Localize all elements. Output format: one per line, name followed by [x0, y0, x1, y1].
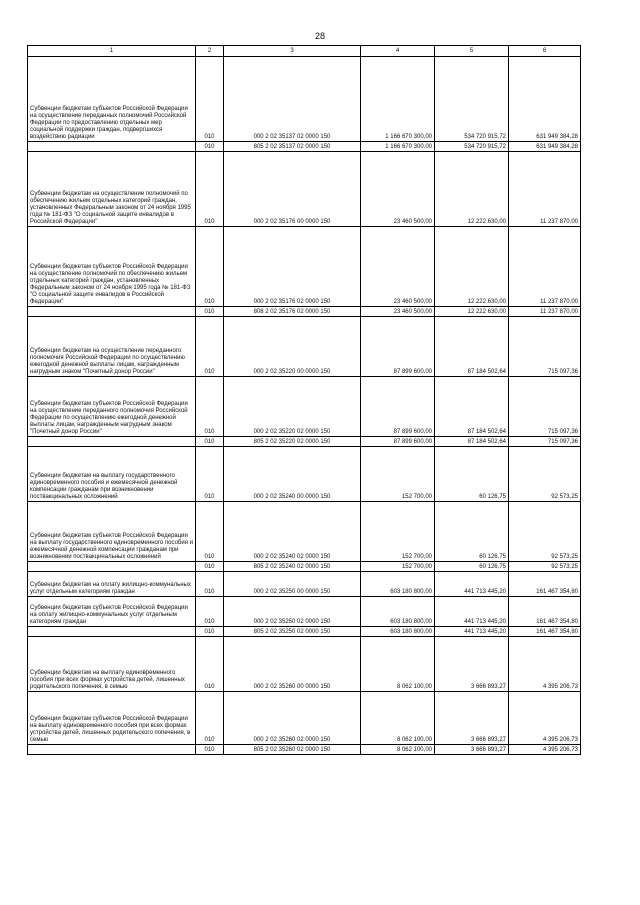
- row-budget-code: 000 2 02 35176 00 0000 150: [224, 152, 361, 227]
- table-row: [28, 572, 581, 597]
- subrow-value-col5: 534 720 915,72: [435, 142, 509, 152]
- subrow-empty-name: [28, 307, 196, 317]
- subrow-empty-name: [28, 562, 196, 572]
- row-budget-code: 000 2 02 35176 02 0000 150: [224, 227, 361, 307]
- subrow-budget-code: 805 2 02 35260 02 0000 150: [224, 745, 361, 755]
- row-value-col4: 152 700,00: [361, 447, 435, 502]
- row-budget-code: 000 2 02 35220 00 0000 150: [224, 317, 361, 377]
- table-subrow: [28, 627, 581, 637]
- table-subrow: [28, 142, 581, 152]
- header-col-2: 2: [196, 46, 224, 57]
- table-row: [28, 377, 581, 437]
- row-value-col5: 12 222 630,00: [435, 152, 509, 227]
- subrow-value-col6: 92 573,25: [509, 562, 581, 572]
- row-value-col6: 631 949 384,28: [509, 57, 581, 142]
- row-line-code: 010: [196, 377, 224, 437]
- subrow-value-col4: 152 700,00: [361, 562, 435, 572]
- row-value-col6: 715 097,36: [509, 377, 581, 437]
- row-value-col4: 23 460 500,00: [361, 152, 435, 227]
- subrow-value-col4: 1 166 670 300,00: [361, 142, 435, 152]
- table-subrow: [28, 745, 581, 755]
- subrow-value-col6: 11 237 870,00: [509, 307, 581, 317]
- table-row: [28, 317, 581, 377]
- row-value-col4: 1 166 670 300,00: [361, 57, 435, 142]
- row-budget-code: 000 2 02 35260 00 0000 150: [224, 637, 361, 692]
- row-value-col6: 11 237 870,00: [509, 227, 581, 307]
- row-budget-code: 000 2 02 35137 02 0000 150: [224, 57, 361, 142]
- row-line-code: 010: [196, 502, 224, 562]
- row-value-col6: 4 395 206,73: [509, 692, 581, 745]
- header-col-5: 5: [435, 46, 509, 57]
- row-value-col4: 8 062 100,00: [361, 692, 435, 745]
- budget-table: [27, 45, 581, 755]
- table-row: [28, 447, 581, 502]
- subrow-value-col6: 715 097,36: [509, 437, 581, 447]
- row-value-col4: 87 899 600,00: [361, 317, 435, 377]
- table-row: [28, 57, 581, 142]
- row-value-col4: 152 700,00: [361, 502, 435, 562]
- subrow-value-col4: 603 180 800,00: [361, 627, 435, 637]
- row-name: Субвенции бюджетам на выплату государственного единовременного пособия и ежемесячной денежной компенсации гражданам при возникновении поствакцинальных осложнений: [28, 447, 196, 502]
- row-value-col4: 603 180 800,00: [361, 597, 435, 627]
- subrow-value-col5: 60 126,75: [435, 562, 509, 572]
- row-line-code: 010: [196, 637, 224, 692]
- subrow-value-col4: 23 460 500,00: [361, 307, 435, 317]
- subrow-budget-code: 805 2 02 35250 02 0000 150: [224, 627, 361, 637]
- header-col-1: 1: [28, 46, 196, 57]
- row-value-col5: 3 666 893,27: [435, 637, 509, 692]
- row-value-col5: 12 222 630,00: [435, 227, 509, 307]
- row-value-col6: 11 237 870,00: [509, 152, 581, 227]
- row-name: Субвенции бюджетам на оплату жилищно-коммунальных услуг отдельным категориям граждан: [28, 572, 196, 597]
- row-line-code: 010: [196, 227, 224, 307]
- row-value-col5: 87 184 502,64: [435, 377, 509, 437]
- subrow-value-col6: 631 949 384,28: [509, 142, 581, 152]
- row-name: Субвенции бюджетам на осуществление полномочий по обеспечению жильем отдельных категорий граждан, установленных Федеральным законом от 24 ноября 1995 года № 181-ФЗ "О социальной защите инвалидов в Российской Федерации": [28, 152, 196, 227]
- row-budget-code: 000 2 02 35250 00 0000 150: [224, 572, 361, 597]
- table-body: [28, 57, 581, 755]
- subrow-line-code: 010: [196, 437, 224, 447]
- table-row: [28, 152, 581, 227]
- row-name: Субвенции бюджетам субъектов Российской Федерации на оплату жилищно-коммунальных услуг отдельным категориям граждан: [28, 597, 196, 627]
- row-name: Субвенции бюджетам субъектов Российской Федерации на выплату государственного единовременного пособия и ежемесячной денежной компенсации гражданам при возникновении поствакцинальных осложнений: [28, 502, 196, 562]
- subrow-budget-code: 805 2 02 35137 02 0000 150: [224, 142, 361, 152]
- subrow-line-code: 010: [196, 142, 224, 152]
- row-value-col5: 60 126,75: [435, 502, 509, 562]
- row-value-col6: 92 573,25: [509, 447, 581, 502]
- subrow-value-col5: 87 184 502,64: [435, 437, 509, 447]
- subrow-line-code: 010: [196, 562, 224, 572]
- subrow-budget-code: 808 2 02 35176 02 0000 150: [224, 307, 361, 317]
- table-subrow: [28, 307, 581, 317]
- row-value-col4: 8 062 100,00: [361, 637, 435, 692]
- row-name: Субвенции бюджетам субъектов Российской Федерации на осуществление полномочий по обеспечению жильем отдельных категорий граждан, установленных Федеральным законом от 24 ноября 1995 года № 181-ФЗ "О социальной защите инвалидов в Российской Федерации": [28, 227, 196, 307]
- row-value-col5: 441 713 445,20: [435, 572, 509, 597]
- table-subrow: [28, 562, 581, 572]
- subrow-value-col6: 161 467 354,80: [509, 627, 581, 637]
- subrow-value-col5: 3 666 893,27: [435, 745, 509, 755]
- row-name: Субвенции бюджетам субъектов Российской Федерации на осуществление переданных полномочий Российской Федерации по предоставлению отдельных мер социальной поддержки граждан, подвергшихся воздействию радиации: [28, 57, 196, 142]
- row-value-col5: 87 184 502,64: [435, 317, 509, 377]
- row-value-col6: 161 467 354,80: [509, 572, 581, 597]
- row-budget-code: 000 2 02 35250 02 0000 150: [224, 597, 361, 627]
- header-row: [28, 46, 581, 57]
- subrow-line-code: 010: [196, 307, 224, 317]
- page-number: 28: [314, 31, 325, 41]
- row-value-col5: 441 713 445,20: [435, 597, 509, 627]
- row-value-col5: 3 666 893,27: [435, 692, 509, 745]
- row-line-code: 010: [196, 597, 224, 627]
- row-line-code: 010: [196, 447, 224, 502]
- row-budget-code: 000 2 02 35240 00 0000 150: [224, 447, 361, 502]
- row-value-col5: 534 720 915,72: [435, 57, 509, 142]
- table-row: [28, 692, 581, 745]
- header-col-4: 4: [361, 46, 435, 57]
- subrow-line-code: 010: [196, 745, 224, 755]
- row-name: Субвенции бюджетам на осуществление переданного полномочия Российской Федерации по осуществлению ежегодной денежной выплаты лицам, награжденным нагрудным знаком "Почетный донор России": [28, 317, 196, 377]
- row-budget-code: 000 2 02 35220 02 0000 150: [224, 377, 361, 437]
- subrow-empty-name: [28, 437, 196, 447]
- subrow-budget-code: 805 2 02 35220 02 0000 150: [224, 437, 361, 447]
- row-budget-code: 000 2 02 35240 02 0000 150: [224, 502, 361, 562]
- row-line-code: 010: [196, 57, 224, 142]
- subrow-empty-name: [28, 745, 196, 755]
- subrow-line-code: 010: [196, 627, 224, 637]
- subrow-budget-code: 805 2 02 35240 02 0000 150: [224, 562, 361, 572]
- row-value-col5: 60 126,75: [435, 447, 509, 502]
- row-value-col4: 87 899 600,00: [361, 377, 435, 437]
- row-name: Субвенции бюджетам на выплату единовременного пособия при всех формах устройства детей, лишенных родительского попечения, в семью: [28, 637, 196, 692]
- table-row: [28, 502, 581, 562]
- subrow-value-col4: 87 899 600,00: [361, 437, 435, 447]
- subrow-value-col6: 4 395 206,73: [509, 745, 581, 755]
- row-line-code: 010: [196, 152, 224, 227]
- row-value-col6: 161 467 354,80: [509, 597, 581, 627]
- row-value-col4: 23 460 500,00: [361, 227, 435, 307]
- row-value-col6: 715 097,36: [509, 317, 581, 377]
- subrow-empty-name: [28, 142, 196, 152]
- row-budget-code: 000 2 02 35260 02 0000 150: [224, 692, 361, 745]
- row-name: Субвенции бюджетам субъектов Российской Федерации на выплату единовременного пособия при всех формах устройства детей, лишенных родительского попечения, в семью: [28, 692, 196, 745]
- table-row: [28, 227, 581, 307]
- subrow-value-col4: 8 062 100,00: [361, 745, 435, 755]
- header-col-6: 6: [509, 46, 581, 57]
- row-line-code: 010: [196, 317, 224, 377]
- table-row: [28, 637, 581, 692]
- table-row: [28, 597, 581, 627]
- row-value-col4: 603 180 800,00: [361, 572, 435, 597]
- row-line-code: 010: [196, 572, 224, 597]
- row-value-col6: 92 573,25: [509, 502, 581, 562]
- row-line-code: 010: [196, 692, 224, 745]
- subrow-value-col5: 12 222 630,00: [435, 307, 509, 317]
- row-name: Субвенции бюджетам субъектов Российской Федерации на осуществление переданного полномочия Российской Федерации по осуществлению ежегодной денежной выплаты лицам, награжденным нагрудным знаком "Почетный донор России": [28, 377, 196, 437]
- subrow-empty-name: [28, 627, 196, 637]
- table-subrow: [28, 437, 581, 447]
- row-value-col6: 4 395 206,73: [509, 637, 581, 692]
- subrow-value-col5: 441 713 445,20: [435, 627, 509, 637]
- header-col-3: 3: [224, 46, 361, 57]
